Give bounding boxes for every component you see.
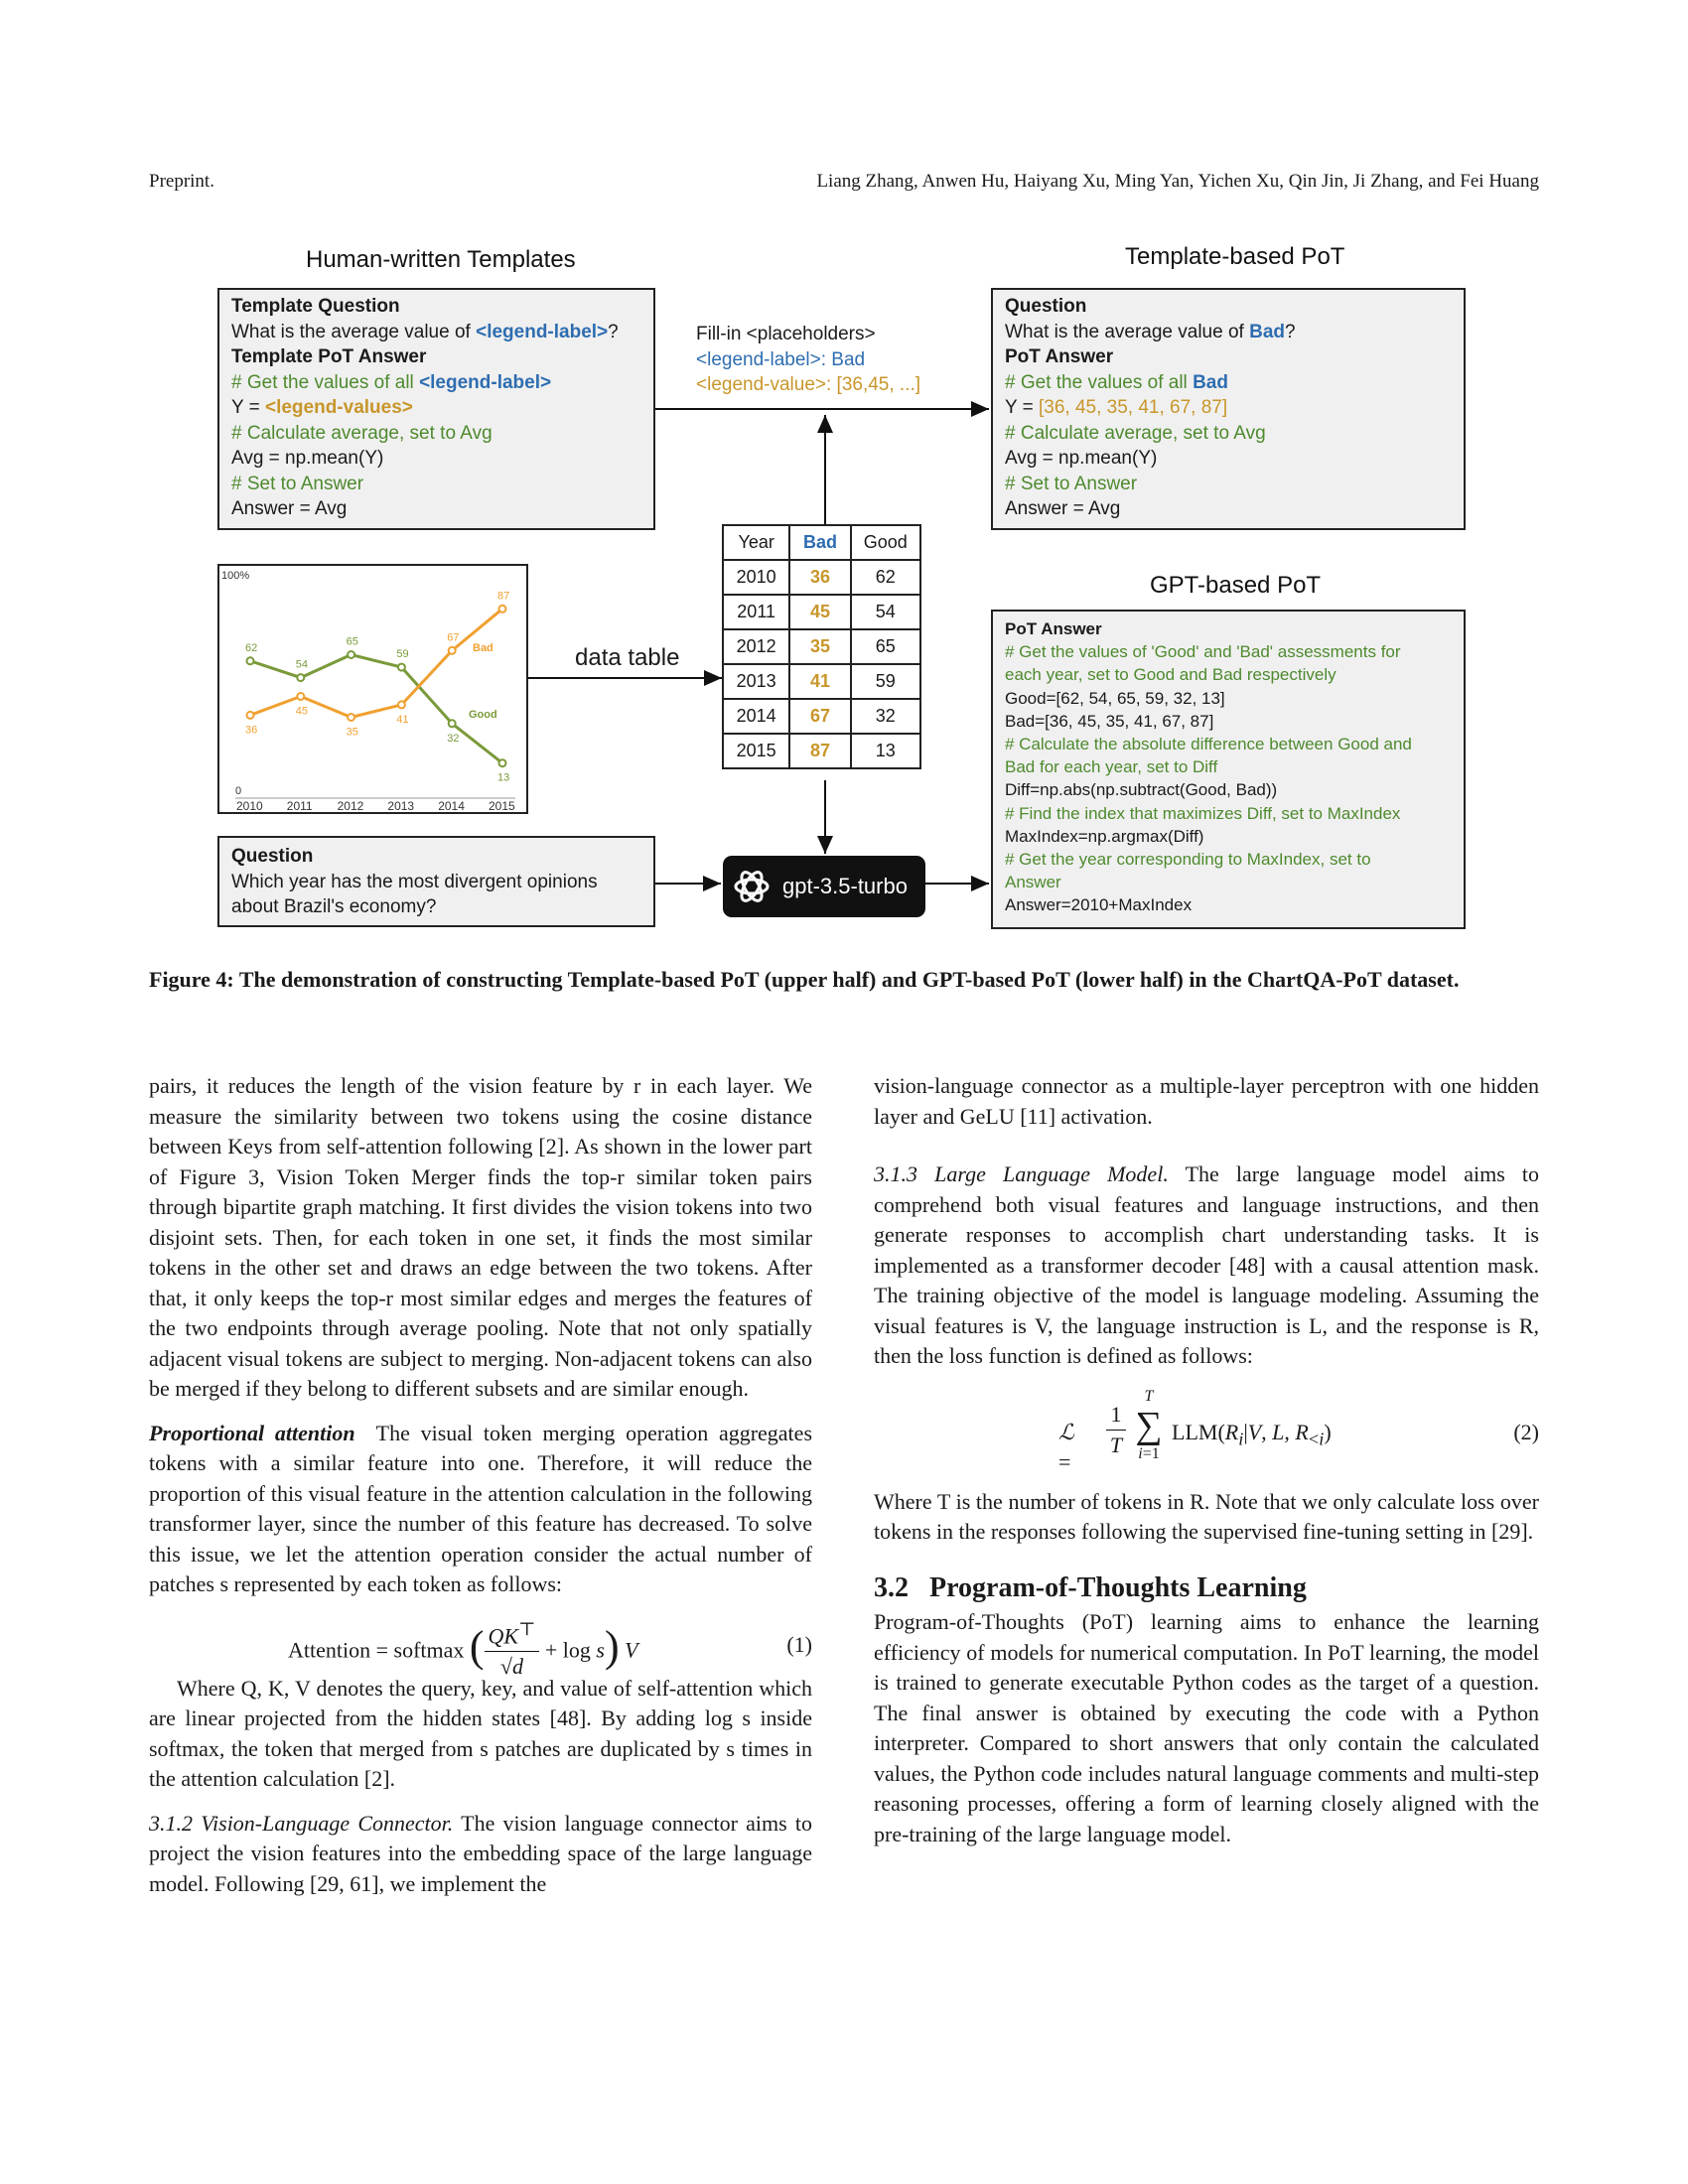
gpt-pot-title: GPT-based PoT — [1150, 572, 1322, 599]
data-label: 65 — [346, 635, 358, 648]
gpt-code-line: Answer=2010+MaxIndex — [1005, 895, 1193, 915]
template-line-5: # Set to Answer — [231, 473, 364, 494]
equation-1-number: (1) — [786, 1631, 812, 1657]
table-cell-good: 54 — [851, 595, 920, 629]
right-paragraph-3: Where T is the number of tokens in R. Note that we only calculate loss over tokens in the responses following the supervised fine-tuning setting in [29]. — [874, 1488, 1539, 1544]
gpt-code-line: # Get the values of 'Good' and 'Bad' assessments for — [1005, 642, 1401, 662]
table-cell-year: 2013 — [723, 664, 789, 699]
result-question-text: What is the average value of Bad? — [1005, 321, 1296, 342]
left-column — [149, 1071, 812, 1899]
table-cell-good: 13 — [851, 734, 920, 768]
series-label-good: Good — [469, 709, 497, 721]
template-answer-label: Template PoT Answer — [231, 346, 427, 367]
data-label: 13 — [497, 771, 510, 784]
question-line-2: about Brazil's economy? — [231, 896, 437, 917]
x-tick-label: 2015 — [489, 799, 515, 813]
table-cell-year: 2015 — [723, 734, 789, 768]
gpt-code-line: # Calculate the absolute difference between Good and — [1005, 735, 1412, 754]
table-cell-year: 2010 — [723, 560, 789, 595]
running-header-left: Preprint. — [149, 171, 214, 192]
data-label: 87 — [497, 590, 510, 603]
right-column — [874, 1071, 1539, 1849]
template-question-label: Template Question — [231, 296, 400, 317]
table-row — [723, 734, 920, 768]
table-cell-bad: 87 — [789, 734, 850, 768]
human-templates-title: Human-written Templates — [306, 246, 576, 273]
left-paragraph-3: Where Q, K, V denotes the query, key, and value of self-attention which are linear projected from the hidden states [48]. By adding log s inside softmax, the token that merged from s patches are duplicated by s times in the attention calculation [2]. — [149, 1675, 812, 1791]
gpt-pot-box — [991, 610, 1466, 929]
x-tick-label: 2012 — [337, 799, 364, 813]
equation-1 — [149, 1600, 812, 1680]
equation-1-body: Attention = softmax ( $\frac{QK^⊤}{√d}$ + log s) V — [288, 1618, 638, 1687]
data-label: 54 — [295, 658, 309, 671]
data-label: 67 — [447, 631, 460, 644]
figure-caption: Figure 4: The demonstration of constructing Template-based PoT (upper half) and GPT-based PoT (lower half) in the ChartQA-PoT dataset. — [149, 967, 1460, 992]
data-label: 59 — [396, 648, 409, 661]
gpt-code-line: Diff=np.abs(np.subtract(Good, Bad)) — [1005, 780, 1278, 800]
fill-in-label-line: <legend-label>: Bad — [696, 348, 866, 370]
template-line-1: # Get the values of all <legend-label> — [231, 371, 552, 393]
table-cell-bad: 35 — [789, 629, 850, 664]
table-cell-bad: 36 — [789, 560, 850, 595]
data-point — [297, 693, 304, 700]
result-line-6: Answer = Avg — [1005, 498, 1121, 519]
table-row — [723, 699, 920, 734]
x-tick-label: 2013 — [387, 799, 415, 813]
y-tick-bottom: 0 — [235, 785, 242, 797]
table-cell-bad: 45 — [789, 595, 850, 629]
result-line-5: # Set to Answer — [1005, 473, 1138, 494]
gpt-code-line: Answer — [1005, 873, 1061, 892]
proportional-attention-paragraph: Proportional attention The visual token merging operation aggregates tokens with a similar feature into one. Therefore, it will reduce the proportion of this visual feature in the attention calculation in the following transformer layer, since the number of this feature has decreased. To solve this issue, we let the attention operation consider the actual number of patches s represented by each token as follows: — [149, 1420, 812, 1596]
data-table — [722, 524, 921, 769]
result-line-1: # Get the values of all Bad — [1005, 371, 1228, 393]
openai-logo-icon — [731, 866, 773, 931]
gpt-pot-label: PoT Answer — [1005, 619, 1102, 638]
table-cell-bad: 67 — [789, 699, 850, 734]
vlc-heading: 3.1.2 Vision-Language Connector. — [149, 1810, 454, 1836]
template-question-text: What is the average value of <legend-label>? — [231, 321, 619, 342]
y-tick-top: 100% — [221, 570, 250, 582]
result-answer-label: PoT Answer — [1005, 346, 1114, 367]
data-point — [297, 674, 304, 681]
table-cell-year: 2014 — [723, 699, 789, 734]
gpt-code-line: Good=[62, 54, 65, 59, 32, 13] — [1005, 688, 1225, 708]
table-cell-bad: 41 — [789, 664, 850, 699]
table-cell-year: 2012 — [723, 629, 789, 664]
table-row — [723, 595, 920, 629]
gpt-code-line: each year, set to Good and Bad respectively — [1005, 665, 1336, 685]
data-point — [247, 657, 254, 664]
data-point — [348, 714, 354, 721]
template-line-4: Avg = np.mean(Y) — [231, 448, 384, 469]
data-point — [398, 701, 405, 708]
gpt-model-badge — [723, 856, 925, 917]
line-chart — [217, 564, 528, 814]
llm-paragraph: 3.1.3 Large Language Model. The large language model aims to comprehend both visual features and language instructions, and then generate responses to accomplish chart understanding tasks. It is implemented as a transformer decoder [48] with a causal attention mask. The training objective of the model is language modeling. Assuming the visual features is V, the language instruction is L, and the response is R, then the loss function is defined as follows: — [874, 1161, 1540, 1368]
table-cell-good: 32 — [851, 699, 920, 734]
gpt-code-line: Bad for each year, set to Diff — [1005, 757, 1218, 777]
series-label-bad: Bad — [473, 642, 493, 654]
vision-language-connector-paragraph: 3.1.2 Vision-Language Connector. The vision language connector aims to project the vision features into the embedding space of the large language model. Following [29, 61], we implement the — [149, 1810, 812, 1896]
data-label: 32 — [447, 732, 460, 745]
question-line-1: Which year has the most divergent opinions — [231, 871, 598, 892]
table-cell-good: 62 — [851, 560, 920, 595]
llm-heading: 3.1.3 Large Language Model. — [874, 1161, 1169, 1186]
data-point — [398, 664, 405, 671]
data-table-label: data table — [575, 644, 680, 671]
result-line-2: Y = [36, 45, 35, 41, 67, 87] — [1005, 397, 1228, 418]
x-tick-label: 2010 — [236, 799, 263, 813]
data-label: 36 — [245, 724, 258, 737]
right-paragraph-4: Program-of-Thoughts (PoT) learning aims to enhance the learning efficiency of models for numerical computation. In PoT learning, the model is trained to generate executable Python codes as the target of a question. The final answer is obtained by executing the code with a Python interpreter. Compared to short answers that only contain the calculated values, the Python code includes natural language comments and multi-step reasoning processes, offering a form of learning closely aligned with the pre-training of the large language model. — [874, 1609, 1539, 1846]
question-box — [217, 836, 655, 927]
table-cell-good: 65 — [851, 629, 920, 664]
equation-2: ℒ = 1 T T ∑ i=1 $LLM(R_i|V$, L, $R_{<i}$) (2) — [1058, 1387, 1539, 1474]
table-row — [723, 629, 920, 664]
data-label: 62 — [245, 641, 258, 654]
proportional-attention-heading: Proportional attention — [149, 1420, 355, 1445]
template-pot-title: Template-based PoT — [1125, 243, 1345, 270]
gpt-code-line: Bad=[36, 45, 35, 41, 67, 87] — [1005, 711, 1214, 731]
table-row — [723, 664, 920, 699]
x-tick-label: 2011 — [286, 799, 313, 813]
data-point — [499, 759, 506, 766]
section-heading: 3.2 Program-of-Thoughts Learning — [874, 1571, 1307, 1603]
data-label: 45 — [295, 705, 309, 718]
data-point — [449, 720, 456, 727]
template-line-6: Answer = Avg — [231, 498, 348, 519]
left-paragraph-1: pairs, it reduces the length of the vision feature by r in each layer. We measure the similarity between two tokens using the cosine distance between Keys from self-attention following [2]. As shown in the lower part of Figure 3, Vision Token Merger finds the top-r similar token pairs through bipartite graph matching. It first divides the vision tokens into two disjoint sets. Then, for each token in one set, it finds the most similar tokens in the other set and draws an edge between the two tokens. After that, it only keeps the top-r most similar edges and merges the features of the two endpoints through average pooling. Note that not only spatially adjacent visual tokens are subject to merging. Non-adjacent tokens can also be merged if they belong to different subsets and are similar enough. — [149, 1073, 812, 1401]
data-point — [499, 606, 506, 613]
right-paragraph-1: vision-language connector as a multiple-layer perceptron with one hidden layer and GeLU [11] activation. — [874, 1073, 1539, 1129]
table-cell-good: 59 — [851, 664, 920, 699]
table-header-bad: Bad — [789, 525, 850, 560]
fill-in-title: Fill-in <placeholders> — [696, 324, 876, 344]
chart-frame — [218, 565, 527, 813]
fill-in-value-line: <legend-value>: [36,45, ...] — [696, 374, 921, 395]
question-label: Question — [231, 846, 314, 867]
data-label: 41 — [396, 713, 409, 726]
equation-2-number: (2) — [1513, 1419, 1539, 1444]
gpt-model-label: gpt-3.5-turbo — [782, 874, 908, 898]
result-line-3: # Calculate average, set to Avg — [1005, 422, 1266, 444]
data-point — [449, 647, 456, 654]
data-label: 35 — [346, 726, 358, 739]
gpt-code-line: # Get the year corresponding to MaxIndex, set to — [1005, 850, 1371, 870]
table-header-year: Year — [723, 525, 789, 560]
table-row — [723, 560, 920, 595]
template-line-2: Y = <legend-values> — [231, 397, 413, 418]
running-header-authors: Liang Zhang, Anwen Hu, Haiyang Xu, Ming Yan, Yichen Xu, Qin Jin, Ji Zhang, and Fei Huang — [816, 171, 1539, 192]
gpt-code-line: # Find the index that maximizes Diff, set to MaxIndex — [1005, 803, 1401, 823]
table-cell-year: 2011 — [723, 595, 789, 629]
x-tick-label: 2014 — [438, 799, 465, 813]
result-question-label: Question — [1005, 296, 1087, 317]
table-header-good: Good — [851, 525, 920, 560]
data-point — [348, 651, 354, 658]
data-point — [247, 712, 254, 719]
result-line-4: Avg = np.mean(Y) — [1005, 448, 1158, 469]
gpt-code-line: MaxIndex=np.argmax(Diff) — [1005, 826, 1204, 846]
template-line-3: # Calculate average, set to Avg — [231, 422, 492, 444]
gpt-pot-code — [1005, 640, 1452, 916]
